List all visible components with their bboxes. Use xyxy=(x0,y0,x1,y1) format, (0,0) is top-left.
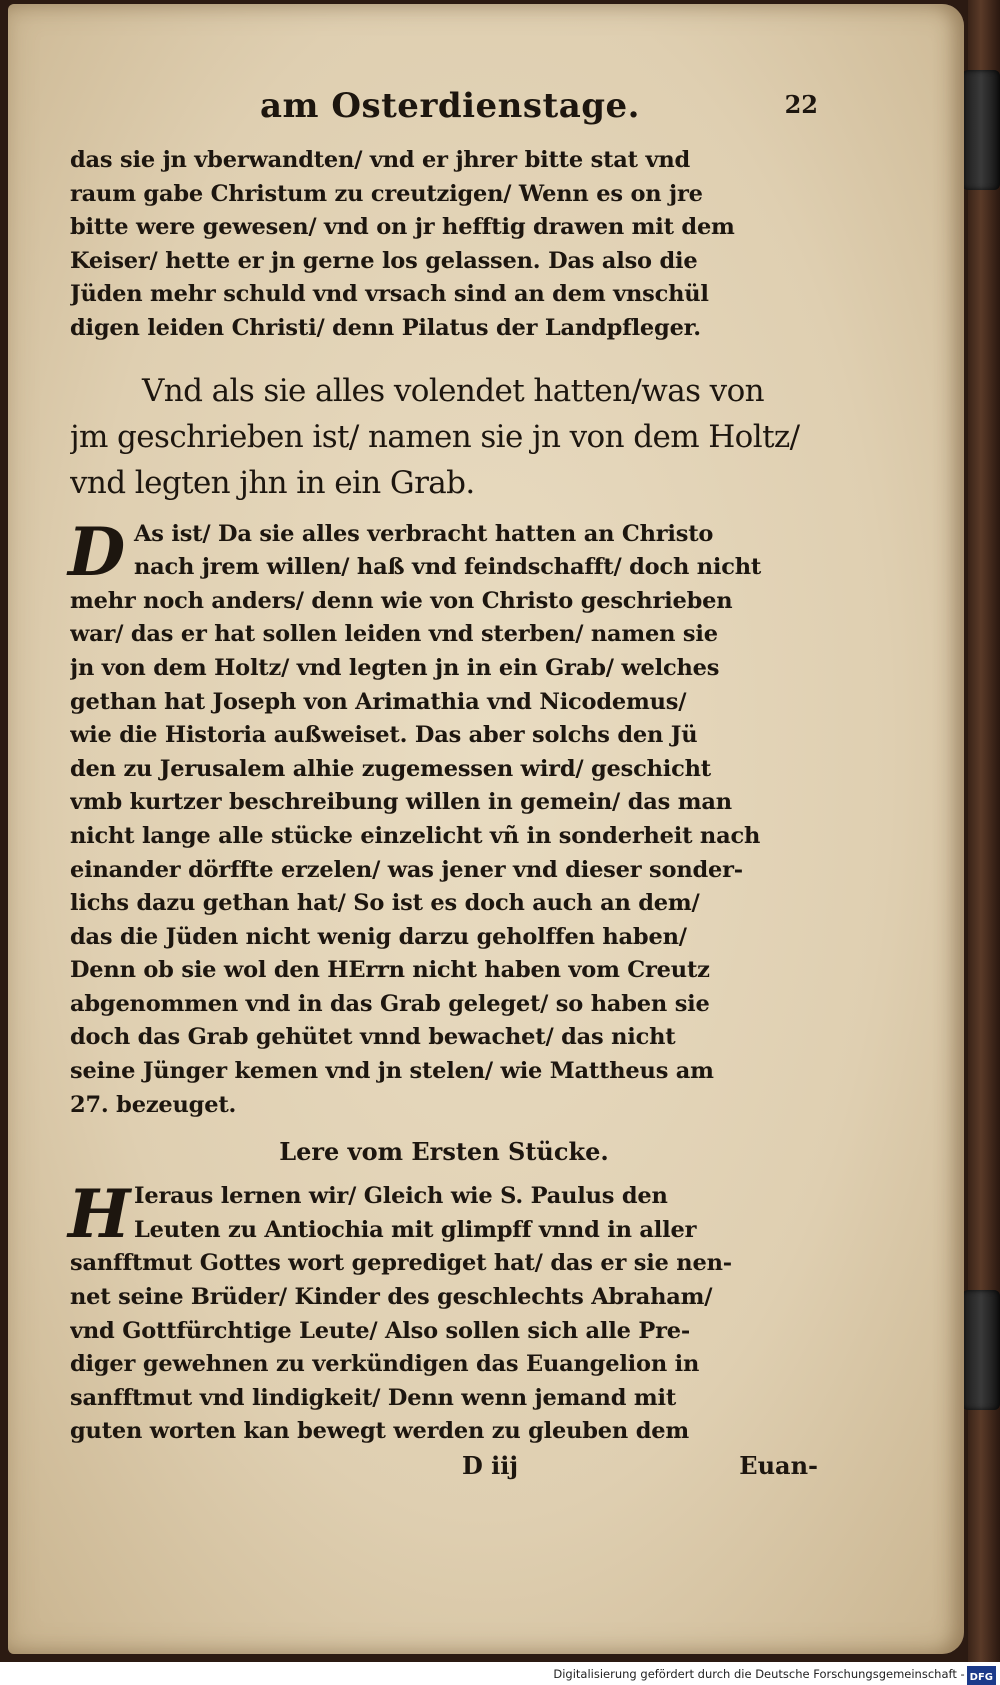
running-title: am Osterdienstage. xyxy=(260,86,641,126)
text-line: Jüden mehr schuld vnd vrsach sind an dem vnschül xyxy=(70,281,709,308)
text-line: nach jrem willen/ haß vnd feindschafft/ doch nicht xyxy=(134,554,762,581)
text-line: sanfftmut vnd lindigkeit/ Denn wenn jemand mit xyxy=(70,1384,677,1411)
paragraph-two xyxy=(68,1175,818,1449)
book-edge xyxy=(968,0,1000,1662)
text-line: einander dörffte erzelen/ was jener vnd dieser sonder- xyxy=(70,856,743,883)
dfg-logo: DFG xyxy=(967,1666,996,1685)
signature-mark: D iij xyxy=(462,1451,519,1480)
running-head xyxy=(70,86,818,144)
drop-cap: D xyxy=(68,512,126,591)
text-line: das sie jn vberwandten/ vnd er jhrer bitte stat vnd xyxy=(70,147,691,173)
catchword: Euan- xyxy=(739,1451,818,1480)
scripture-quote xyxy=(70,368,818,506)
text-line: Ieraus lernen wir/ Gleich wie S. Paulus den xyxy=(134,1183,668,1210)
text-line: gethan hat Joseph von Arimathia vnd Nicodemus/ xyxy=(70,688,687,715)
funding-credit: Digitalisierung gefördert durch die Deutsche Forschungsgemeinschaft - xyxy=(553,1667,965,1681)
section-title: Lere vom Ersten Stücke. xyxy=(279,1137,609,1167)
page-number: 22 xyxy=(784,90,818,119)
text-line: raum gabe Christum zu creutzigen/ Wenn es on jre xyxy=(70,180,703,207)
text-line: 27. bezeuget. xyxy=(70,1091,237,1118)
text-line: net seine Brüder/ Kinder des geschlechts Abraham/ xyxy=(70,1284,713,1311)
text-line: das die Jüden nicht wenig darzu geholffen haben/ xyxy=(70,923,687,950)
text-line: seine Jünger kemen vnd jn stelen/ wie Mattheus am xyxy=(70,1058,714,1085)
text-line: Keiser/ hette er jn gerne los gelassen. Das also die xyxy=(70,247,698,274)
lower-clasp xyxy=(962,1290,1000,1410)
opening-lines xyxy=(70,144,818,346)
text-line: mehr noch anders/ denn wie von Christo geschrieben xyxy=(70,587,733,614)
scripture-line: vnd legten jhn in ein Grab. xyxy=(70,464,475,501)
text-line: vnd Gottfürchtige Leute/ Also sollen sich alle Pre- xyxy=(70,1317,690,1344)
book-page xyxy=(8,4,964,1654)
text-line: den zu Jerusalem alhie zugemessen wird/ geschicht xyxy=(70,755,711,782)
text-line: abgenommen vnd in das Grab geleget/ so haben sie xyxy=(70,990,710,1017)
text-line: jn von dem Holtz/ vnd legten jn in ein Grab/ welches xyxy=(70,654,720,681)
text-line: lichs dazu gethan hat/ So ist es doch auch an dem/ xyxy=(70,890,700,917)
text-line: wie die Historia außweiset. Das aber solchs den Jü xyxy=(70,722,698,749)
digitization-footer xyxy=(0,1662,1000,1685)
upper-clasp xyxy=(962,70,1000,190)
paragraph-one xyxy=(68,512,818,1123)
text-line: Denn ob sie wol den HErrn nicht haben vom Creutz xyxy=(70,957,710,984)
text-line: sanfftmut Gottes wort geprediget hat/ das er sie nen- xyxy=(70,1250,732,1277)
scripture-line: Vnd als sie alles volendet hatten/was von xyxy=(142,372,764,409)
text-line: digen leiden Christi/ denn Pilatus der Landpfleger. xyxy=(70,314,701,341)
text-line: doch das Grab gehütet vnnd bewachet/ das nicht xyxy=(70,1024,676,1051)
text-line: war/ das er hat sollen leiden vnd sterben/ namen sie xyxy=(70,621,718,648)
signature-line xyxy=(70,1449,818,1483)
text-line: bitte were gewesen/ vnd on jr hefftig drawen mit dem xyxy=(70,214,735,241)
text-line: Leuten zu Antiochia mit glimpff vnnd in aller xyxy=(134,1216,697,1243)
text-line: vmb kurtzer beschreibung willen in gemein/ das man xyxy=(70,789,732,816)
text-block xyxy=(70,86,818,1483)
text-line: nicht lange alle stücke einzelicht vñ in sonderheit nach xyxy=(70,822,761,849)
scripture-line: jm geschrieben ist/ namen sie jn von dem Holtz/ xyxy=(70,418,800,455)
text-line: guten worten kan bewegt werden zu gleuben dem xyxy=(70,1418,689,1445)
text-line: diger gewehnen zu verkündigen das Euangelion in xyxy=(70,1351,700,1378)
text-line: As ist/ Da sie alles verbracht hatten an Christo xyxy=(134,520,714,547)
drop-cap: H xyxy=(68,1175,131,1254)
